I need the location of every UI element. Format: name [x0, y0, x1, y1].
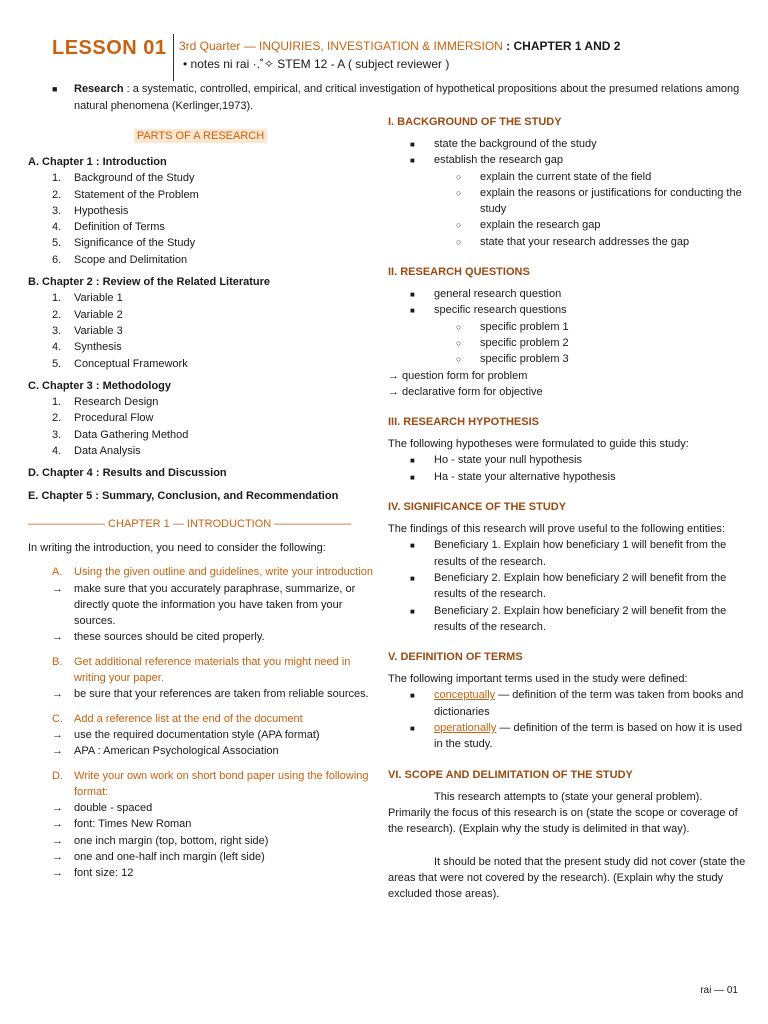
- list-item: 3. Variable 3: [52, 324, 123, 337]
- square-bullet-icon: ■: [410, 456, 415, 466]
- square-bullet-icon: ■: [410, 472, 415, 482]
- circle-bullet-icon: ○: [456, 321, 462, 332]
- chapter-outline: [28, 378, 373, 459]
- guideline-heading: Get additional reference materials that you might need in writing your paper.: [74, 655, 351, 685]
- arrow-icon: →: [52, 582, 63, 595]
- square-bullet-icon: ■: [410, 606, 415, 616]
- circle-bullet-icon: ○: [456, 236, 462, 247]
- list-item: 1. Variable 1: [52, 292, 123, 305]
- page-footer: rai — 01: [700, 985, 738, 996]
- list-item: 2. Variable 2: [52, 308, 123, 321]
- chapter-heading: C. Chapter 3 : Methodology: [28, 379, 171, 392]
- square-bullet-icon: ■: [410, 156, 415, 166]
- arrow-icon: →: [52, 850, 63, 863]
- list-item: 4. Definition of Terms: [52, 221, 165, 234]
- chapter-range: : CHAPTER 1 AND 2: [502, 39, 621, 53]
- arrow-icon: →: [52, 802, 63, 815]
- list-item: 2. Procedural Flow: [52, 412, 154, 425]
- conceptually-link[interactable]: conceptually: [434, 689, 496, 702]
- guideline-section: D. Write your own work on short bond paper using the following format: → double - spaced → font: Times New Roman → one inch margin (top, bottom, right side) → one and one-half inch margin (left side) → font size: 12: [28, 768, 373, 882]
- header-title: [179, 39, 620, 53]
- hypothesis-section: III. RESEARCH HYPOTHESIS The following hypotheses were formulated to guide this study: ■ Ho - state your null hypothesis ■ Ha - state your alternative hypothesis: [388, 414, 748, 485]
- arrow-icon: →: [52, 745, 63, 758]
- list-item: 1. Background of the Study: [52, 172, 195, 185]
- arrow-icon: →: [52, 728, 63, 741]
- list-item: 6. Scope and Delimitation: [52, 253, 188, 266]
- section-heading: V. DEFINITION OF TERMS: [388, 651, 523, 664]
- intro-lead: In writing the introduction, you need to consider the following:: [28, 541, 326, 554]
- operationally-link[interactable]: operationally: [434, 722, 497, 735]
- research-definition: [52, 81, 742, 114]
- arrow-icon: →: [52, 631, 63, 644]
- definition-of-terms-section: V. DEFINITION OF TERMS The following important terms used in the study were defined: ■ conceptually — definition of the term was taken from books and dictionaries ■ operationally — definition of the term is based on how it is used in the study.: [388, 649, 748, 752]
- circle-bullet-icon: ○: [456, 171, 462, 182]
- research-questions-section: II. RESEARCH QUESTIONS ■ general research question ■ specific research questions ○ specific problem 1 ○ specific problem 2 ○ specific problem 3 → question form for problem → declarative form for objective: [388, 264, 748, 400]
- note: → question form for problem: [388, 369, 528, 382]
- square-bullet-icon: ■: [410, 691, 415, 701]
- arrow-icon: →: [52, 834, 63, 847]
- chapter-outline: [28, 154, 373, 268]
- quarter-title: 3rd Quarter — INQUIRIES, INVESTIGATION & IMMERSION: [179, 39, 503, 53]
- right-column: [388, 114, 748, 902]
- square-bullet-icon: ■: [410, 573, 415, 583]
- section-heading: II. RESEARCH QUESTIONS: [388, 266, 530, 279]
- header-subtitle: • notes ni rai ·.˚✧ STEM 12 - A ( subject reviewer ): [183, 57, 450, 71]
- header-divider: [173, 34, 174, 81]
- note: → declarative form for objective: [388, 385, 543, 398]
- list-item: 4. Data Analysis: [52, 445, 141, 458]
- square-bullet-icon: ■: [410, 290, 415, 300]
- square-bullet-icon: ■: [410, 306, 415, 316]
- significance-section: IV. SIGNIFICANCE OF THE STUDY The findings of this research will prove useful to the following entities: ■ Beneficiary 1. Explain how beneficiary 1 will benefit from the results of the research. ■ Beneficiary 2. Explain how beneficiary 2 will benefit from the results of the research. ■ Beneficiary 2. Explain how beneficiary 2 will benefit from the results of the research.: [388, 499, 748, 635]
- arrow-icon: →: [52, 818, 63, 831]
- chapter-heading: A. Chapter 1 : Introduction: [28, 156, 167, 168]
- guideline-section: B. Get additional reference materials that you might need in writing your paper. → be sure that your references are taken from reliable sources.: [28, 654, 373, 703]
- guideline-section: C. Add a reference list at the end of the document → use the required documentation style (APA format) → APA : American Psychological Association: [28, 711, 373, 760]
- section-divider: ——————— CHAPTER 1 — INTRODUCTION ———————: [28, 517, 352, 530]
- chapter-outline: [28, 488, 373, 504]
- chapter-outline: [28, 274, 373, 372]
- list-item: 5. Conceptual Framework: [52, 357, 188, 370]
- definition: : a systematic, controlled, empirical, and critical investigation of hypothetical propositions about the presumed relations among natural phenomena (Kerlinger,1973).: [74, 83, 740, 112]
- arrow-icon: →: [52, 867, 63, 880]
- paragraph: This research attempts to (state your general problem). Primarily the focus of this research is on (state the scope or coverage of the research). (Explain why the study is delimited in that way).: [388, 790, 738, 836]
- parts-title: PARTS OF A RESEARCH: [134, 129, 267, 143]
- list-item: 5. Significance of the Study: [52, 237, 196, 250]
- chapter-heading: B. Chapter 2 : Review of the Related Literature: [28, 276, 271, 289]
- circle-bullet-icon: ○: [456, 337, 462, 348]
- section-heading: VI. SCOPE AND DELIMITATION OF THE STUDY: [388, 768, 633, 781]
- arrow-icon: →: [52, 688, 63, 701]
- circle-bullet-icon: ○: [456, 220, 462, 231]
- list-item: 2. Statement of the Problem: [52, 188, 199, 201]
- chapter-heading: E. Chapter 5 : Summary, Conclusion, and Recommendation: [28, 489, 339, 502]
- list-item: 1. Research Design: [52, 396, 159, 409]
- circle-bullet-icon: ○: [456, 187, 462, 198]
- guideline-heading: Add a reference list at the end of the document: [74, 712, 303, 725]
- background-section: I. BACKGROUND OF THE STUDY ■ state the background of the study ■ establish the research gap ○ explain the current state of the field ○ explain the reasons or justifications for conducting the study ○ explain the research gap ○ state that your research addresses the gap: [388, 114, 748, 250]
- square-bullet-icon: ■: [410, 724, 415, 734]
- list-item: 3. Hypothesis: [52, 204, 129, 217]
- chapter-heading: D. Chapter 4 : Results and Discussion: [28, 467, 227, 480]
- guideline-section: A. Using the given outline and guidelines, write your introduction → make sure that you accurately paraphrase, summarize, or directly quote the information you have taken from your sources. → these sources should be cited properly.: [28, 564, 373, 645]
- section-heading: I. BACKGROUND OF THE STUDY: [388, 116, 562, 128]
- square-bullet-icon: ■: [410, 140, 415, 149]
- guideline-heading: Write your own work on short bond paper using the following format:: [74, 769, 369, 798]
- square-bullet-icon: ■: [410, 541, 415, 551]
- list-item: 4. Synthesis: [52, 341, 122, 354]
- square-bullet-icon: ■: [52, 84, 58, 94]
- term: Research: [74, 83, 124, 95]
- paragraph: It should be noted that the present study did not cover (state the areas that were not covered by the research). (Explain why the study excluded those areas).: [388, 855, 746, 901]
- chapter-outline: [28, 465, 373, 481]
- section-heading: IV. SIGNIFICANCE OF THE STUDY: [388, 501, 567, 514]
- circle-bullet-icon: ○: [456, 354, 462, 365]
- guideline-heading: Using the given outline and guidelines, write your introduction: [74, 566, 374, 579]
- lesson-title: LESSON 01: [52, 37, 167, 59]
- section-heading: III. RESEARCH HYPOTHESIS: [388, 416, 539, 429]
- scope-section: [388, 767, 748, 903]
- left-column: [28, 130, 373, 882]
- list-item: 3. Data Gathering Method: [52, 428, 189, 441]
